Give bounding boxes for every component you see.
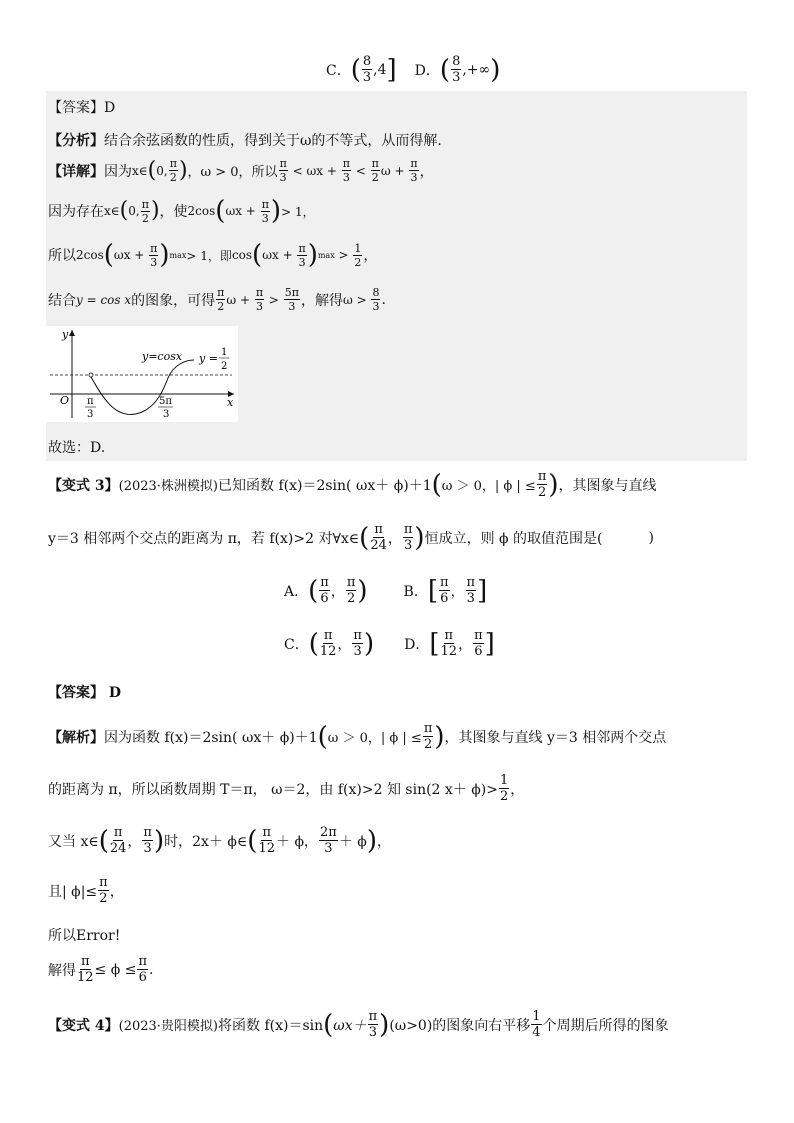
- option-d-fraction: $\frac{8}{3}$: [452, 54, 461, 85]
- start-point: [89, 373, 93, 377]
- detail-line-1: 【详解】 因为 x∈ ( 0, $\frac{\pi}{2}$ ) ，ω > 0，所以 $\frac{\pi}{3}$ < ωx + $\frac{\pi}{3}$ < $\frac{\pi}{2}$ ω + $\frac{\pi}{3}$ ，: [48, 157, 434, 184]
- solution-line-3: 又当 x∈ ( $\frac{\pi}{24}$ ， $\frac{\pi}{3}$ ) 时，2x＋ ϕ∈ ( $\frac{\pi}{12}$ ＋ ϕ， $\frac{2\pi}{3}$ ＋ ϕ ) ，: [48, 825, 391, 856]
- variant3-line2: y＝3 相邻两个交点的距离为 π，若 f(x)>2 对∀x∈ ( $\frac{\pi}{24}$ ， $\frac{\pi}{3}$ ) 恒成立，则 ϕ 的取值范围是( ): [48, 522, 654, 553]
- solution-line-1: 【解析】 因为函数 f(x)＝2sin( ωx＋ ϕ)＋1 ( ω ＞ 0，| ϕ | ≤ $\frac{\pi}{2}$ ) ，其图象与直线 y＝3 相邻两个交点: [48, 721, 667, 752]
- option-c-label: C．: [326, 62, 351, 79]
- half-label-prefix: y =: [199, 352, 218, 365]
- variant3-options-ab: A． ( $\frac{\pi}{6}$ ， $\frac{\pi}{2}$ ) B． [ $\frac{\pi}{6}$ ， $\frac{\pi}{3}$ ]: [284, 575, 488, 606]
- solution-line-6: 解得 $\frac{\pi}{12}$ ≤ ϕ ≤ $\frac{\pi}{6}$ .: [48, 954, 154, 985]
- option-c-rest: ,4: [373, 61, 387, 78]
- variant3-options-cd: C． ( $\frac{\pi}{12}$ ， $\frac{\pi}{3}$ ) D． [ $\frac{\pi}{12}$ ， $\frac{\pi}{6}$ ]: [284, 628, 495, 659]
- solution-line-2: 的距离为 π，所以函数周期 T＝π， ω＝2，由 f(x)>2 知 sin(2 x＋ ϕ)> $\frac{1}{2}$ ，: [48, 773, 525, 804]
- option-d-label: D．: [414, 62, 440, 79]
- tick-five-num: 5π: [159, 396, 172, 407]
- solution-line-5: 所以Error!: [48, 928, 121, 944]
- x-label: x: [227, 396, 234, 409]
- variant3-title: 【变式 3】 (2023·株洲模拟) 已知函数 f(x)＝2sin( ωx＋ ϕ)＋1 ( ω ＞ 0，| ϕ | ≤ $\frac{\pi}{2}$ ) ，其图象与直线: [48, 469, 657, 500]
- variant3-answer: 【答案】 D: [48, 685, 122, 701]
- cosine-graph: [46, 326, 238, 422]
- solution-line-4: 且| ϕ|≤ $\frac{\pi}{2}$ ，: [48, 875, 124, 906]
- tick-third-num: π: [87, 396, 94, 407]
- half-den: 2: [221, 361, 228, 372]
- detail-line-4: 结合 y = cos x 的图象，可得 $\frac{\pi}{2}$ ω + $\frac{\pi}{3}$ > $\frac{5\pi}{3}$ ，解得 ω > $\frac{8}{3}$ .: [48, 286, 386, 313]
- opt-d-label: D．: [404, 636, 430, 653]
- variant4-title: 【变式 4】 (2023·贵阳模拟) 将函数 f(x)＝sin ( ωx＋ $\frac{\pi}{3}$ ) (ω>0)的图象向右平移 $\frac{1}{4}$ 个周期后所得的图象: [48, 1009, 669, 1040]
- tick-third-den: 3: [87, 409, 94, 420]
- origin-label: O: [60, 394, 70, 407]
- conclusion-line: 故选：D.: [48, 440, 106, 456]
- option-c-fraction: $\frac{8}{3}$: [362, 54, 372, 85]
- tick-five-den: 3: [163, 409, 170, 420]
- analysis-line: 【分析】结合余弦函数的性质，得到关于ω的不等式，从而得解.: [48, 133, 442, 149]
- detail-line-3: 所以 2cos ( ωx + $\frac{\pi}{3}$ ) max > 1，即 cos ( ωx + $\frac{\pi}{3}$ ) max > $\frac{1}{2}$ ，: [48, 240, 378, 270]
- option-row-cd: C． ( $\frac{8}{3}$ ,4 ] D． ( $\frac{8}{3}$ ,+∞ ): [326, 54, 501, 85]
- cos-label: y=cosx: [142, 350, 183, 363]
- option-d-rest: ,+∞: [462, 61, 491, 78]
- cosine-curve: [90, 360, 194, 415]
- opt-b-label: B．: [403, 583, 428, 600]
- y-label: y: [62, 328, 69, 341]
- answer-line: 【答案】D: [48, 100, 116, 116]
- cosine-graph-svg: [46, 326, 238, 422]
- half-num: 1: [221, 347, 228, 358]
- y-axis-arrow: [69, 330, 75, 336]
- opt-a-label: A．: [284, 583, 309, 600]
- opt-c-label: C．: [284, 636, 309, 653]
- detail-line-2: 因为存在 x∈ ( 0, $\frac{\pi}{2}$ ) ，使 2cos ( ωx + $\frac{\pi}{3}$ ) > 1，: [48, 196, 315, 226]
